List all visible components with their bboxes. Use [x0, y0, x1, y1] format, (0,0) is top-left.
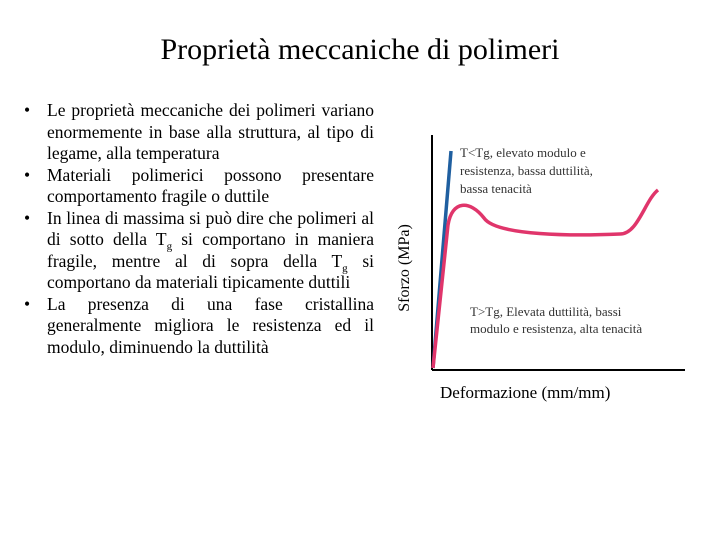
ductile-curve: [433, 190, 658, 368]
brittle-annotation-line: bassa tenacità: [460, 181, 532, 196]
brittle-annotation-line: T<Tg, elevato modulo e: [460, 145, 586, 160]
bullet-list: [22, 100, 374, 358]
bullet-text: La presenza di una fase cristallina generalmente migliora le resistenza ed il modulo, diminuendo la duttilità: [47, 293, 374, 357]
bullet-text: [47, 208, 374, 293]
bullet-dot-icon: •: [24, 207, 31, 228]
ductile-annotation-line: T>Tg, Elevata duttilità, bassi: [470, 304, 622, 319]
page-title: Proprietà meccaniche di polimeri: [160, 33, 560, 66]
brittle-annotation-line: resistenza, bassa duttilità,: [460, 163, 593, 178]
ductile-annotation-line: modulo e resistenza, alta tenacità: [470, 321, 643, 336]
bullet-dot-icon: •: [24, 100, 31, 120]
y-axis-label: Sforzo (MPa): [396, 224, 413, 312]
bullet-item: [22, 294, 374, 359]
bullet-item: [22, 165, 374, 208]
bullet-text-part: In linea di massima si può dire che polimeri al di sotto della T: [47, 207, 374, 249]
bullet-text-part: si comportano in maniera fragile, mentre al di sopra della T: [47, 229, 374, 271]
bullet-text: Materiali polimerici possono presentare comportamento fragile o duttile: [47, 164, 374, 206]
brittle-annotation: [460, 145, 596, 196]
ductile-annotation: [470, 304, 642, 336]
bullet-item: [22, 100, 374, 165]
subscript: g: [166, 240, 173, 253]
x-axis-label: Deformazione (mm/mm): [440, 383, 611, 402]
bullet-dot-icon: •: [24, 164, 31, 185]
bullet-dot-icon: •: [24, 293, 31, 314]
bullet-item: [22, 208, 374, 294]
bullet-text: Le proprietà meccaniche dei polimeri variano enormemente in base alla struttura, al tipo di legame, alla temperatura: [47, 100, 374, 163]
bullet-text-part: si comportano da materiali tipicamente duttili: [47, 250, 374, 292]
subscript: g: [342, 262, 348, 274]
stress-strain-diagram: [380, 130, 690, 410]
